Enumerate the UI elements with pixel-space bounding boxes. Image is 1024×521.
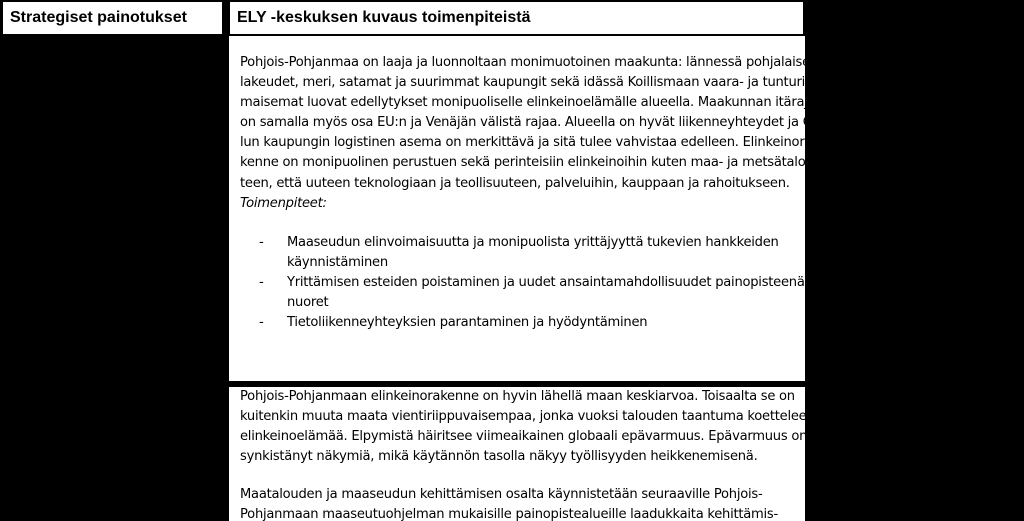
- paragraph-line: Pohjois-Pohjanmaa on laaja ja luonnoltaan monimuotoinen maakunta: lännessä pohjalaiset: [240, 55, 815, 70]
- paragraph-line: teen, että uuteen teknologiaan ja teollisuuteen, palveluihin, kauppaan ja rahoitukseen.: [240, 175, 790, 191]
- list-item: [259, 313, 799, 333]
- list-item: [259, 273, 805, 313]
- content-cell-economic-structure: [229, 387, 808, 521]
- paragraph-line: Pohjois-Pohjanmaan elinkeinorakenne on hyvin lähellä maan keskiarvoa. Toisaalta se on: [240, 389, 795, 404]
- paragraph-line: Pohjanmaan maaseutuohjelman mukaisille painopistealueille laadukkaita kehittämis-: [240, 507, 778, 521]
- list-item-line: Tietoliikenneyhteyksien parantaminen ja hyödyntäminen: [287, 315, 648, 331]
- paragraph-line: maisemat luovat edellytykset monipuoliselle elinkeinoelämälle alueella. Maakunnan itäraja: [240, 95, 816, 111]
- measures-list: [259, 233, 805, 333]
- paragraph-line: synkistänyt näkymiä, mikä käytännön tasolla näkyy työllisyyden heikkenemisenä.: [240, 449, 758, 465]
- economic-structure-paragraph: [240, 387, 808, 467]
- measures-title: Toimenpiteet:: [240, 196, 327, 211]
- paragraph-line: kuitenkin muuta maata vientiriippuvaisempaa, jonka vuoksi talouden taantuma koettelee: [240, 409, 807, 425]
- paragraph-line: elinkeinoelämää. Elpymistä häiritsee viimeaikainen globaali epävarmuus. Epävarmuus on: [240, 429, 808, 445]
- list-item-line: Yrittämisen esteiden poistaminen ja uudet ansaintamahdollisuudet painopisteenä: [287, 275, 805, 291]
- list-item-line: käynnistäminen: [287, 255, 388, 271]
- header-title-ely-description: ELY -keskuksen kuvaus toimenpiteistä: [237, 9, 531, 26]
- header-cell-ely-description: [229, 1, 804, 35]
- list-item: [259, 233, 799, 273]
- content-cell-region-description: [229, 36, 826, 381]
- dash-bullet: -: [259, 275, 264, 291]
- paragraph-line: kenne on monipuolinen perustuen sekä perinteisiin elinkeinoihin kuten maa- ja metsätalou-: [240, 155, 818, 171]
- paragraph-line: Maatalouden ja maaseudun kehittämisen osalta käynnistetään seuraaville Pohjois-: [240, 487, 763, 502]
- header-cell-strategic-priorities: [2, 1, 223, 35]
- paragraph-line: lakeudet, meri, satamat ja suurimmat kaupungit sekä idässä Koillismaan vaara- ja tunturi-: [240, 75, 810, 91]
- header-title-strategic-priorities: Strategiset painotukset: [10, 9, 187, 26]
- paragraph-line: lun kaupungin logistinen asema on merkittävä ja sitä tulee vahvistaa edelleen. Elinkeinora-: [240, 135, 817, 151]
- paragraph-line: on samalla myös osa EU:n ja Venäjän välistä rajaa. Alueella on hyvät liikenneyhteydet ja Ou-: [240, 115, 826, 131]
- list-item-line: nuoret: [287, 295, 329, 311]
- dash-bullet: -: [259, 235, 264, 250]
- rural-development-paragraph: [240, 485, 800, 521]
- dash-bullet: -: [259, 315, 264, 331]
- region-description-paragraph: [240, 53, 826, 194]
- list-item-line: Maaseudun elinvoimaisuutta ja monipuolista yrittäjyyttä tukevien hankkeiden: [287, 235, 779, 250]
